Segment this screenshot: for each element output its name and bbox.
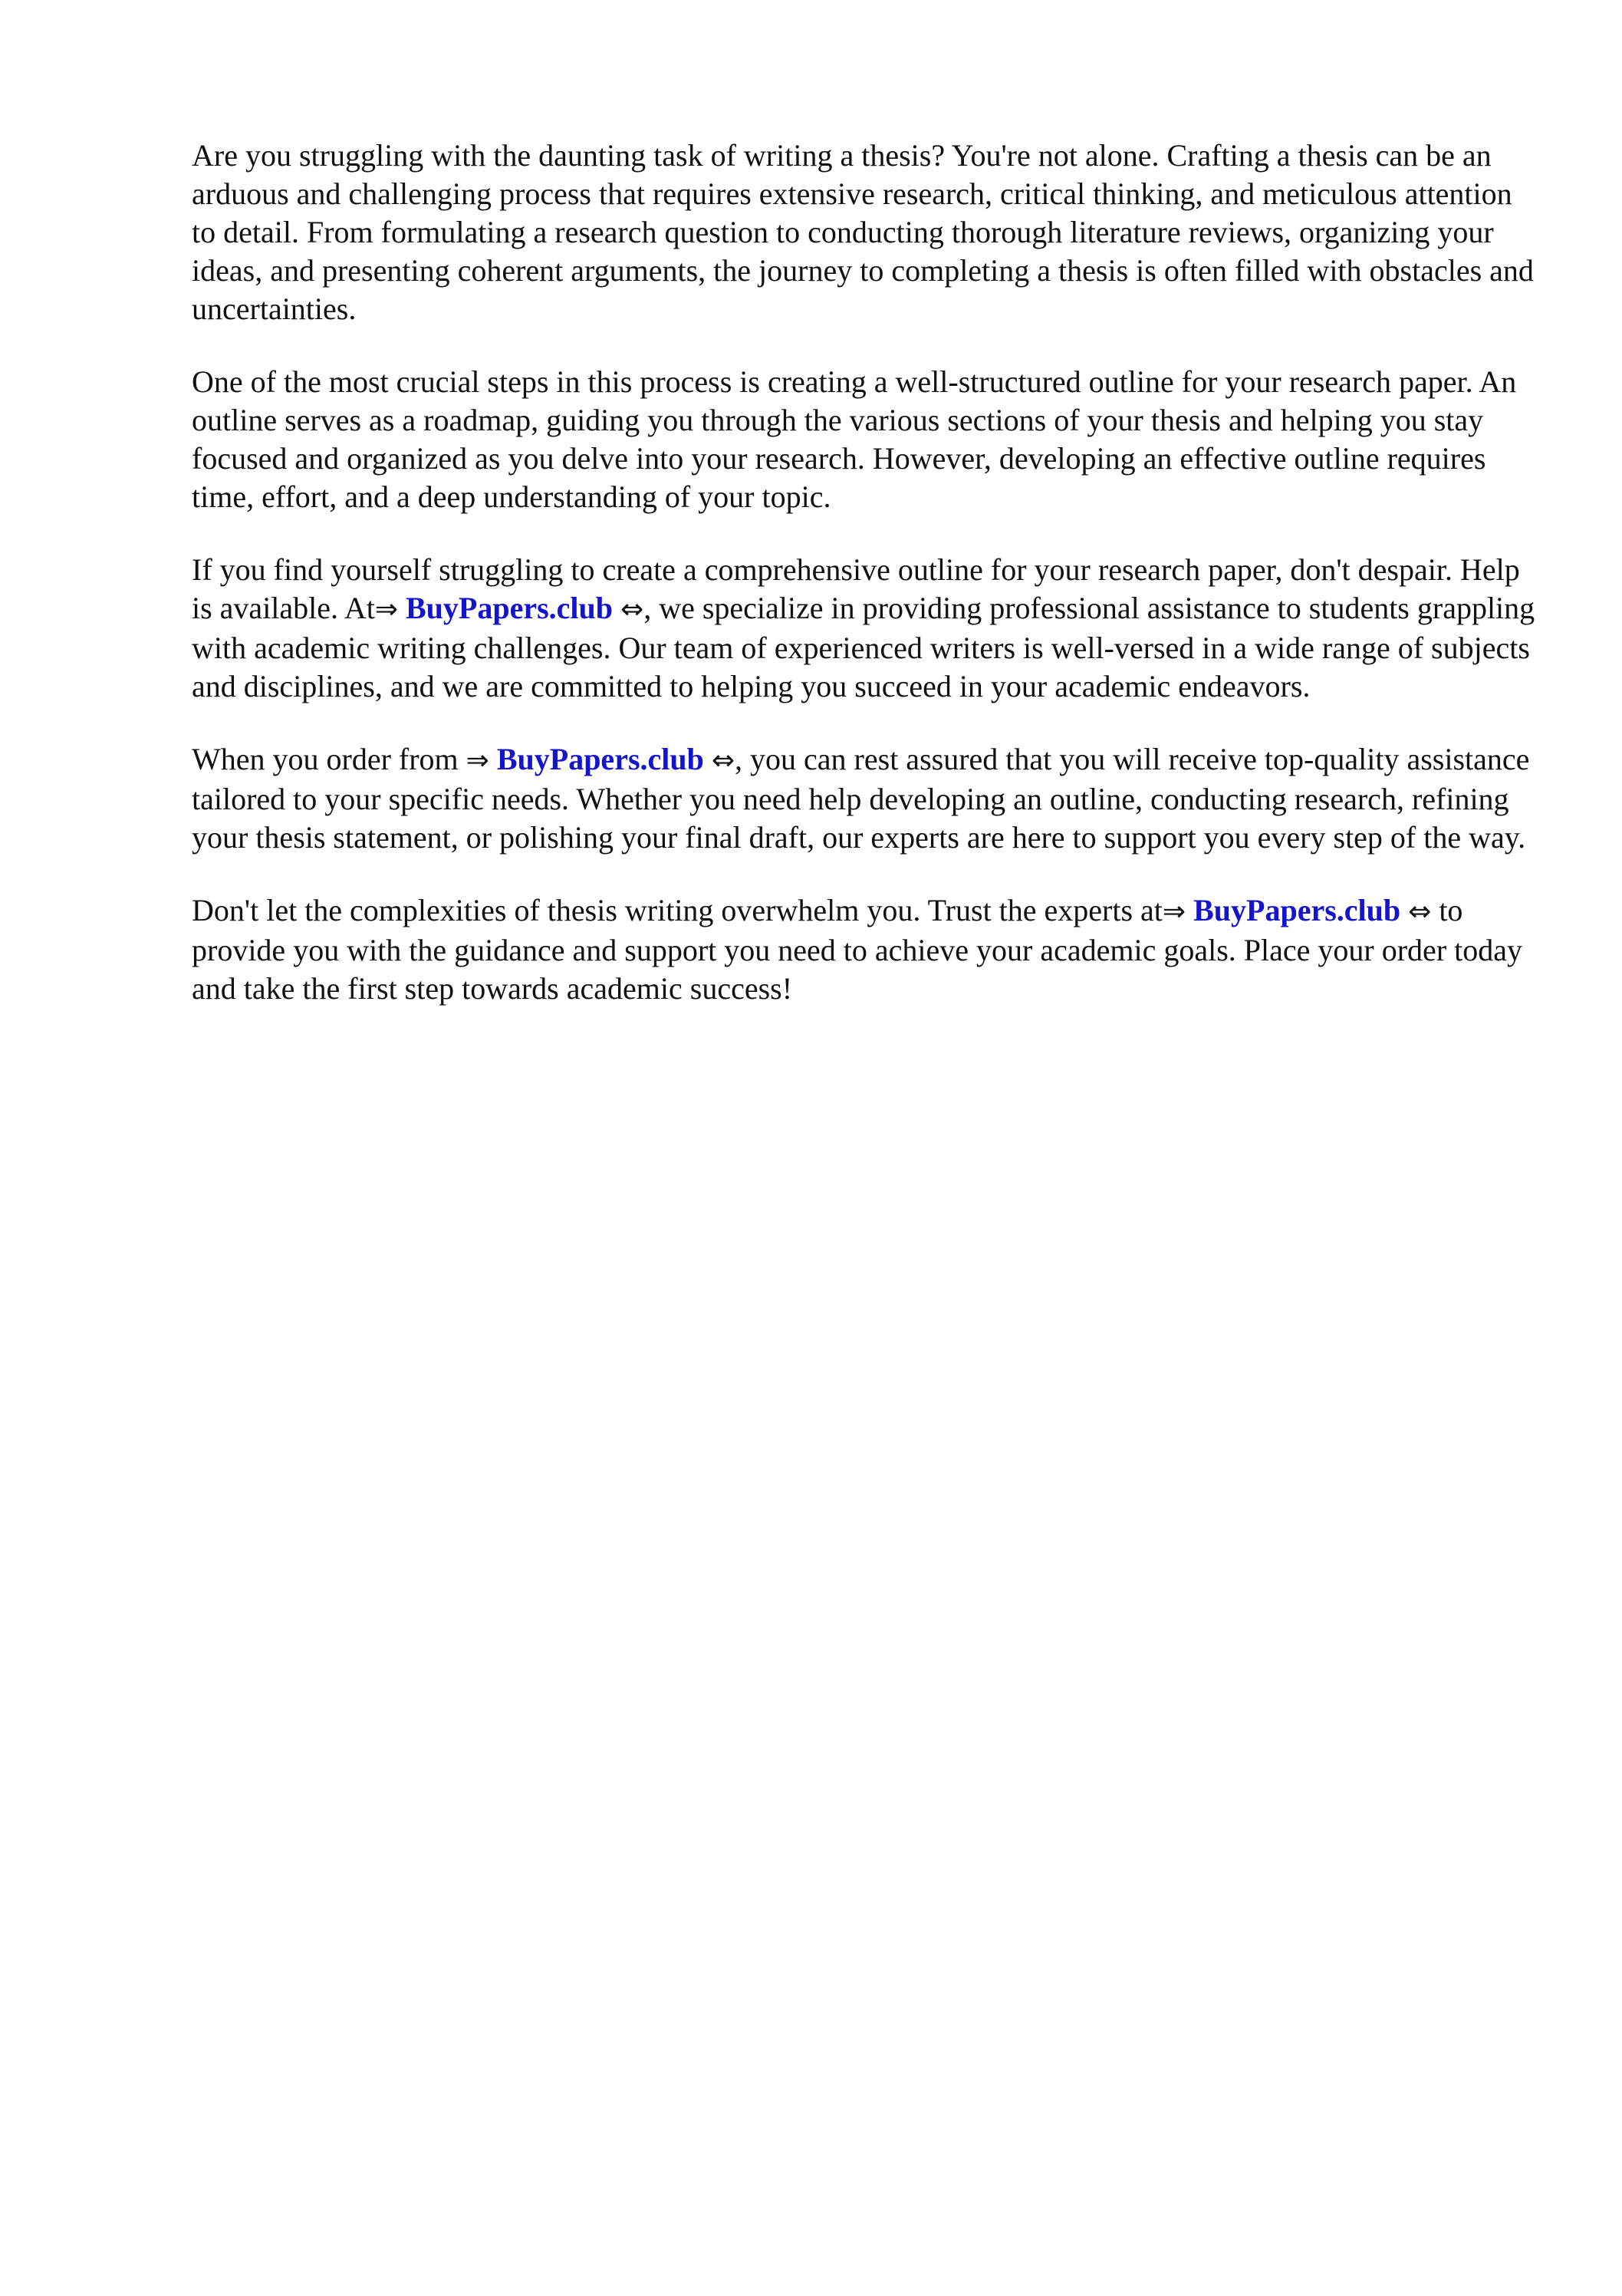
paragraph-help-text-end: , we specialize in providing professional assistance to students grappling with academic writing challenges. Our team of experienced writers is well-versed in a wide range of subjects and disciplines, and we are committed to helping you succeed in your academic endeavors. xyxy=(192,591,1535,703)
document-body xyxy=(192,137,1535,1043)
buypapers-link[interactable]: BuyPapers.club xyxy=(496,742,704,776)
left-right-double-arrow-icon: ⇔ xyxy=(620,594,644,625)
paragraph-intro: Are you struggling with the daunting task of writing a thesis? You're not alone. Crafting a thesis can be an arduous and challenging process that requires extensive research, critical thinking, and meticulous attention to detail. From formulating a research question to conducting thorough literature reviews, organizing your ideas, and presenting coherent arguments, the journey to completing a thesis is often filled with obstacles and uncertainties. xyxy=(192,138,1534,326)
right-double-arrow-icon: ⇒ xyxy=(466,745,489,776)
right-double-arrow-icon: ⇒ xyxy=(1162,896,1186,927)
left-right-double-arrow-icon: ⇔ xyxy=(711,745,735,776)
paragraph-closing xyxy=(192,891,1535,1008)
paragraph-outline: One of the most crucial steps in this process is creating a well-structured outline for your research paper. An outline serves as a roadmap, guiding you through the various sections of your thesis and helping you stay focused and organized as you delve into your research. However, developing an effective outline requires time, effort, and a deep understanding of your topic. xyxy=(192,364,1517,514)
paragraph-help xyxy=(192,551,1535,706)
paragraph-order-text-end: , you can rest assured that you will receive top-quality assistance tailored to your specific needs. Whether you need help developing an outline, conducting research, refining your thesis statement, or polishing your final draft, our experts are here to support you every step of the way. xyxy=(192,742,1530,855)
paragraph-closing-text-start: Don't let the complexities of thesis writing overwhelm you. Trust the experts at xyxy=(192,893,1163,927)
paragraph-order-text-start: When you order from xyxy=(192,742,459,776)
paragraph-closing-text-end: to provide you with the guidance and support you need to achieve your academic goals. Place your order today and take the first step towards academic success! xyxy=(192,893,1522,1006)
paragraph-order xyxy=(192,740,1535,857)
paragraph-help-text-start: If you find yourself struggling to create a comprehensive outline for your research paper, don't despair. Help is available. At xyxy=(192,552,1520,625)
buypapers-link[interactable]: BuyPapers.club xyxy=(1193,893,1401,927)
left-right-double-arrow-icon: ⇔ xyxy=(1408,896,1432,927)
buypapers-link[interactable]: BuyPapers.club xyxy=(406,591,614,625)
right-double-arrow-icon: ⇒ xyxy=(374,594,398,625)
